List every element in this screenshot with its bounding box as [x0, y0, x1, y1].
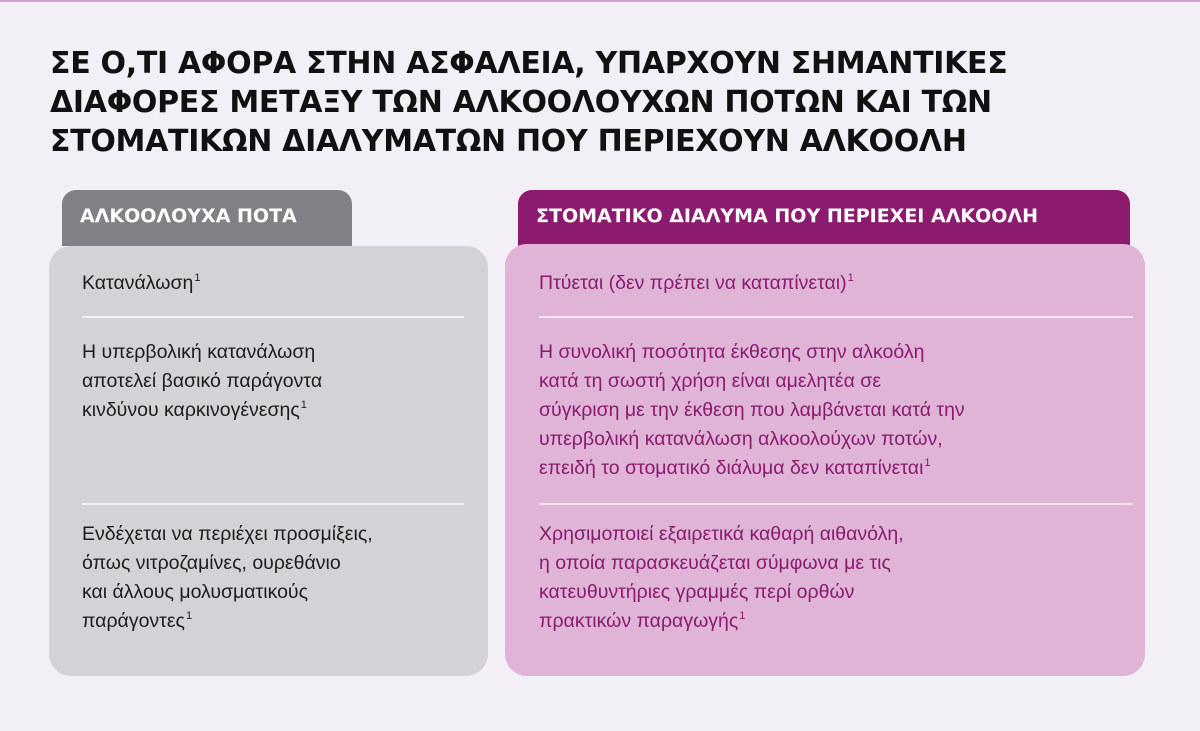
- footnote-ref: 1: [739, 610, 746, 622]
- footnote-ref: 1: [300, 399, 307, 411]
- item-divider: [539, 503, 1133, 505]
- item-text-line: παράγοντες$^1$: [82, 610, 193, 632]
- comparison-item: [539, 338, 965, 483]
- comparison-item: [82, 269, 200, 298]
- item-text-line: Χρησιμοποιεί εξαιρετικά καθαρή αιθανόλη,: [539, 523, 904, 545]
- item-divider: [539, 316, 1133, 318]
- item-text-line: Η υπερβολική κατανάλωση: [82, 341, 316, 363]
- footnote-ref: 1: [185, 610, 193, 622]
- item-text-line: Πτύεται (δεν πρέπει να καταπίνεται)$^1$: [539, 272, 854, 294]
- item-text-line: κινδύνου καρκινογένεσης$^1$: [82, 399, 307, 421]
- item-text-line: όπως νιτροζαμίνες, ουρεθάνιο: [82, 552, 341, 574]
- comparison-item: [539, 269, 854, 298]
- item-text-line: κατευθυντήριες γραμμές περί ορθών: [539, 581, 855, 603]
- headline-line: ΣΤΟΜΑΤΙΚΩΝ ΔΙΑΛΥΜΑΤΩΝ ΠΟΥ ΠΕΡΙΕΧΟΥΝ ΑΛΚΟΟΛΗ: [50, 124, 967, 159]
- item-text-line: Ενδέχεται να περιέχει προσμίξεις,: [82, 523, 373, 545]
- alcoholic-drinks-panel: [49, 246, 488, 676]
- item-divider: [82, 503, 464, 505]
- item-text-line: υπερβολική κατανάλωση αλκοολούχων ποτών,: [539, 428, 943, 450]
- alcoholic-drinks-tab: ΑΛΚΟΟΛΟΥΧΑ ΠΟΤΑ: [62, 190, 352, 246]
- item-text-line: Η συνολική ποσότητα έκθεσης στην αλκοόλη: [539, 341, 925, 363]
- alcohol-mouthwash-tab: ΣΤΟΜΑΤΙΚΟ ΔΙΑΛΥΜΑ ΠΟΥ ΠΕΡΙΕΧΕΙ ΑΛΚΟΟΛΗ: [518, 190, 1130, 246]
- item-text-line: η οποία παρασκευάζεται σύμφωνα με τις: [539, 552, 891, 574]
- comparison-item: [82, 520, 373, 636]
- footnote-ref: 1: [847, 272, 854, 284]
- page-headline: [50, 44, 1130, 161]
- headline-line: ΣΕ Ο,ΤΙ ΑΦΟΡΑ ΣΤΗΝ ΑΣΦΑΛΕΙΑ, ΥΠΑΡΧΟΥΝ ΣΗΜΑΝΤΙΚΕΣ: [50, 46, 1008, 81]
- item-text-line: πρακτικών παραγωγής$^1$: [539, 610, 746, 632]
- item-text-line: αποτελεί βασικό παράγοντα: [82, 370, 323, 392]
- headline-line: ΔΙΑΦΟΡΕΣ ΜΕΤΑΞΥ ΤΩΝ ΑΛΚΟΟΛΟΥΧΩΝ ΠΟΤΩΝ ΚΑΙ ΤΩΝ: [50, 85, 992, 120]
- item-text-line: κατά τη σωστή χρήση είναι αμελητέα σε: [539, 370, 882, 392]
- top-accent-rule: [0, 0, 1200, 2]
- item-text-line: και άλλους μολυσματικούς: [82, 581, 308, 603]
- item-text-line: Κατανάλωση$^1$: [82, 272, 201, 294]
- comparison-item: [539, 520, 904, 636]
- item-text-line: σύγκριση με την έκθεση που λαμβάνεται κατά την: [539, 399, 965, 421]
- alcohol-mouthwash-panel: [505, 244, 1145, 676]
- comparison-item: [82, 338, 322, 425]
- footnote-ref: 1: [194, 272, 201, 284]
- footnote-ref: 1: [924, 457, 931, 469]
- item-text-line: επειδή το στοματικό διάλυμα δεν καταπίνεται$^1$: [539, 457, 931, 479]
- item-divider: [82, 316, 464, 318]
